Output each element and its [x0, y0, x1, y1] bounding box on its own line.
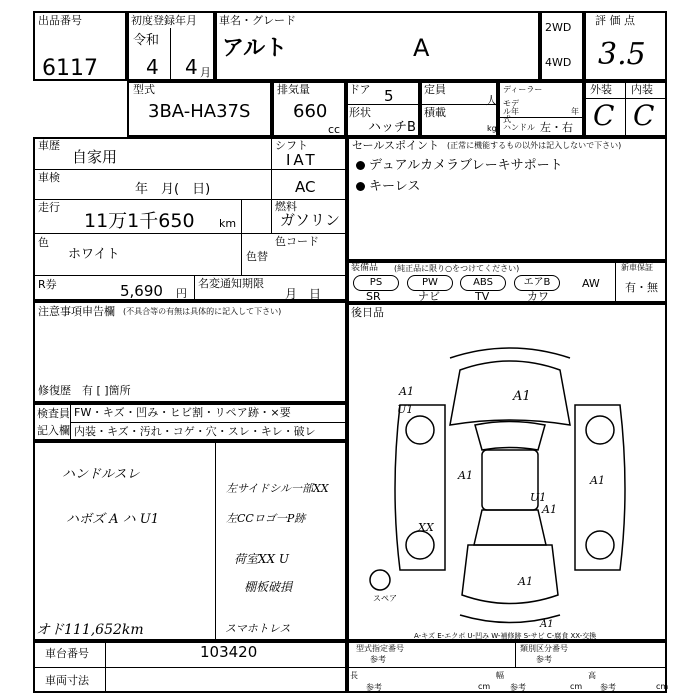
- damage-legend: A-キズ E-エクボ U-凹み W-補修跡 S-サビ C-腐食 XX-交換: [414, 632, 597, 640]
- sales-point-box: [347, 137, 667, 261]
- car-name-label: 車名・グレード: [219, 14, 296, 27]
- length-unit: cm: [478, 682, 491, 691]
- equip-abs: ABS: [460, 275, 506, 291]
- note-right-2: 左CCロゴ一P跡: [226, 512, 306, 525]
- height-label: 高: [588, 671, 596, 680]
- damage-mark: A1: [518, 575, 533, 588]
- damage-mark: U1: [530, 491, 547, 504]
- sales-point-item: キーレス: [356, 180, 420, 193]
- usage-value: 自家用: [72, 148, 118, 166]
- repair-history-value: 有 [ ]箇所: [82, 384, 131, 397]
- new-car-warranty-label: 新車保証: [621, 263, 653, 272]
- hood-panel: [450, 361, 570, 425]
- sales-point-label: セールスポイント: [352, 139, 440, 152]
- yen-unit: 円: [176, 287, 187, 300]
- inspector-label-1: 検査員: [37, 407, 70, 420]
- person-unit: 人: [486, 94, 497, 107]
- inspector-label-2: 記入欄: [37, 424, 70, 437]
- interior-label: 内装: [631, 83, 653, 96]
- body-label: 形状: [349, 106, 371, 119]
- damage-mark: XX: [418, 521, 434, 534]
- fuel-value: ガソリン: [280, 211, 341, 229]
- equipment-note: (純正品に限り○をつけてください): [394, 264, 520, 273]
- note-left-2: ハボズ A ハ U1: [66, 512, 160, 527]
- inspection-label: 車検: [38, 171, 60, 184]
- rear-glass: [474, 510, 546, 545]
- equip-tv: TV: [475, 290, 490, 303]
- spare-label: スペア: [373, 594, 397, 603]
- registration-month: 4: [185, 55, 198, 79]
- cc-unit: cc: [328, 123, 341, 136]
- model-label: 型式: [133, 83, 155, 96]
- displacement-label: 排気量: [277, 83, 310, 96]
- color-label: 色: [38, 236, 49, 249]
- repair-history-label: 修復歴: [38, 384, 71, 397]
- note-right-3: 荷室XX U: [234, 552, 290, 566]
- front-bumper: [450, 348, 570, 358]
- meter-change-value: 月 日: [285, 287, 322, 301]
- chassis-label: 車台番号: [45, 647, 89, 660]
- car-diagram: [350, 330, 664, 635]
- note-right-1: 左サイドシル一部XX: [226, 482, 329, 495]
- first-registration-label: 初度登録年月: [131, 14, 197, 27]
- caution-label: 注意事項申告欄: [38, 305, 115, 318]
- km-unit: km: [219, 217, 237, 230]
- designation-label: 型式指定番号: [356, 644, 404, 653]
- shift-value: IAT: [286, 151, 318, 169]
- caution-note: (不具合等の有無は具体的に記入して下さい): [123, 307, 282, 316]
- handle-value: 左・右: [540, 121, 573, 134]
- note-right-5: スマホトレス: [225, 622, 291, 635]
- mileage-label: 走行: [38, 201, 60, 214]
- load-label: 積載: [424, 106, 446, 119]
- dimension-label: 車両寸法: [45, 674, 89, 687]
- score-label: 評 価 点: [595, 14, 635, 27]
- new-car-warranty-value: 有・無: [625, 281, 658, 294]
- right-side-panel: [575, 405, 625, 570]
- equip-airbag: エアB: [514, 275, 560, 291]
- usage-label: 車歴: [38, 139, 60, 152]
- month-unit: 月: [200, 66, 211, 79]
- score-value: 3.5: [598, 37, 646, 72]
- car-name: アルト: [222, 36, 288, 61]
- body-value: ハッチB: [368, 120, 416, 135]
- ac-value: AC: [295, 178, 316, 196]
- color-code-label: 色コード: [275, 235, 319, 248]
- registration-era: 令和: [133, 33, 160, 48]
- equip-sr: SR: [366, 290, 381, 303]
- color-value: ホワイト: [68, 247, 120, 262]
- damage-mark: A1: [542, 503, 557, 516]
- equip-navi: ナビ: [418, 290, 440, 303]
- equip-leather: カワ: [527, 290, 549, 303]
- left-rear-wheel: [406, 531, 434, 559]
- doors-value: 5: [384, 87, 394, 105]
- interior-grade: C: [633, 99, 655, 132]
- doors-label: ドア: [349, 83, 371, 96]
- note-left-1: ハンドルスレ: [62, 467, 140, 482]
- model-value: 3BA-HA37S: [148, 101, 251, 122]
- chassis-value: 103420: [200, 643, 258, 661]
- damage-mark: A1: [399, 385, 414, 398]
- tailgate-panel: [462, 545, 558, 604]
- category-reference: 参考: [536, 655, 552, 664]
- lot-number-label: 出品番号: [38, 14, 82, 27]
- drive-4wd: 4WD: [545, 56, 572, 69]
- damage-mark: A1: [590, 474, 605, 487]
- model-year-label: モデル年式: [503, 99, 519, 124]
- exterior-label: 外装: [590, 83, 612, 96]
- damage-mark: A1: [513, 389, 531, 404]
- equipment-label: 装備品: [351, 263, 379, 273]
- right-front-wheel: [586, 416, 614, 444]
- paint-label: 色替: [246, 250, 268, 263]
- length-reference: 参考: [366, 683, 382, 692]
- sales-point-item: デュアルカメラブレーキサポート: [356, 159, 563, 172]
- equip-aw: AW: [582, 277, 600, 290]
- exterior-grade: C: [593, 99, 615, 132]
- damage-mark: U1: [397, 403, 414, 416]
- designation-reference: 参考: [370, 655, 386, 664]
- length-label: 長: [350, 671, 358, 680]
- equip-ps: PS: [353, 275, 399, 291]
- drive-2wd: 2WD: [545, 21, 572, 34]
- registration-year: 4: [146, 55, 159, 79]
- damage-mark: A1: [540, 619, 554, 630]
- right-rear-wheel: [586, 531, 614, 559]
- odometer-note: オド111,652km: [36, 622, 144, 638]
- note-right-4: 棚板破損: [244, 580, 293, 594]
- category-label: 類別区分番号: [520, 644, 568, 653]
- left-side-panel: [395, 405, 445, 570]
- lot-number: 6117: [42, 56, 98, 81]
- mileage-value: 11万1千650: [84, 210, 195, 232]
- inspector-fw-row: FW・キズ・凹み・ヒビ割・リペア跡・×要: [74, 406, 291, 419]
- recycle-value: 5,690: [120, 282, 163, 300]
- width-label: 幅: [496, 671, 504, 680]
- height-reference: 参考: [600, 683, 616, 692]
- spare-tire-icon: [370, 570, 390, 590]
- width-reference: 参考: [510, 683, 526, 692]
- left-front-wheel: [406, 416, 434, 444]
- equip-pw: PW: [407, 275, 453, 291]
- meter-change-label: 名変通知期限: [198, 277, 264, 290]
- height-unit: cm: [656, 682, 669, 691]
- year-unit: 年: [571, 107, 579, 116]
- inspector-interior-row: 内装・キズ・汚れ・コゲ・穴・スレ・キレ・破レ: [74, 425, 316, 438]
- fuel-label: 燃料: [275, 200, 297, 213]
- capacity-label: 定員: [424, 83, 446, 96]
- shift-label: シフト: [275, 139, 308, 152]
- displacement-value: 660: [293, 101, 328, 122]
- windshield: [475, 422, 545, 451]
- after-items-label: 後日品: [351, 306, 384, 319]
- handle-label: ハンドル: [503, 123, 535, 132]
- width-unit: cm: [570, 682, 583, 691]
- kg-unit: kg: [487, 124, 497, 133]
- inspection-value: 年 月( 日): [135, 182, 211, 197]
- damage-mark: A1: [458, 469, 473, 482]
- sales-point-note: (正常に機能するもの以外は記入しないで下さい): [447, 141, 622, 150]
- dealer-label: ディーラー: [503, 85, 543, 94]
- recycle-label: R券: [38, 278, 57, 291]
- car-grade: A: [413, 34, 430, 62]
